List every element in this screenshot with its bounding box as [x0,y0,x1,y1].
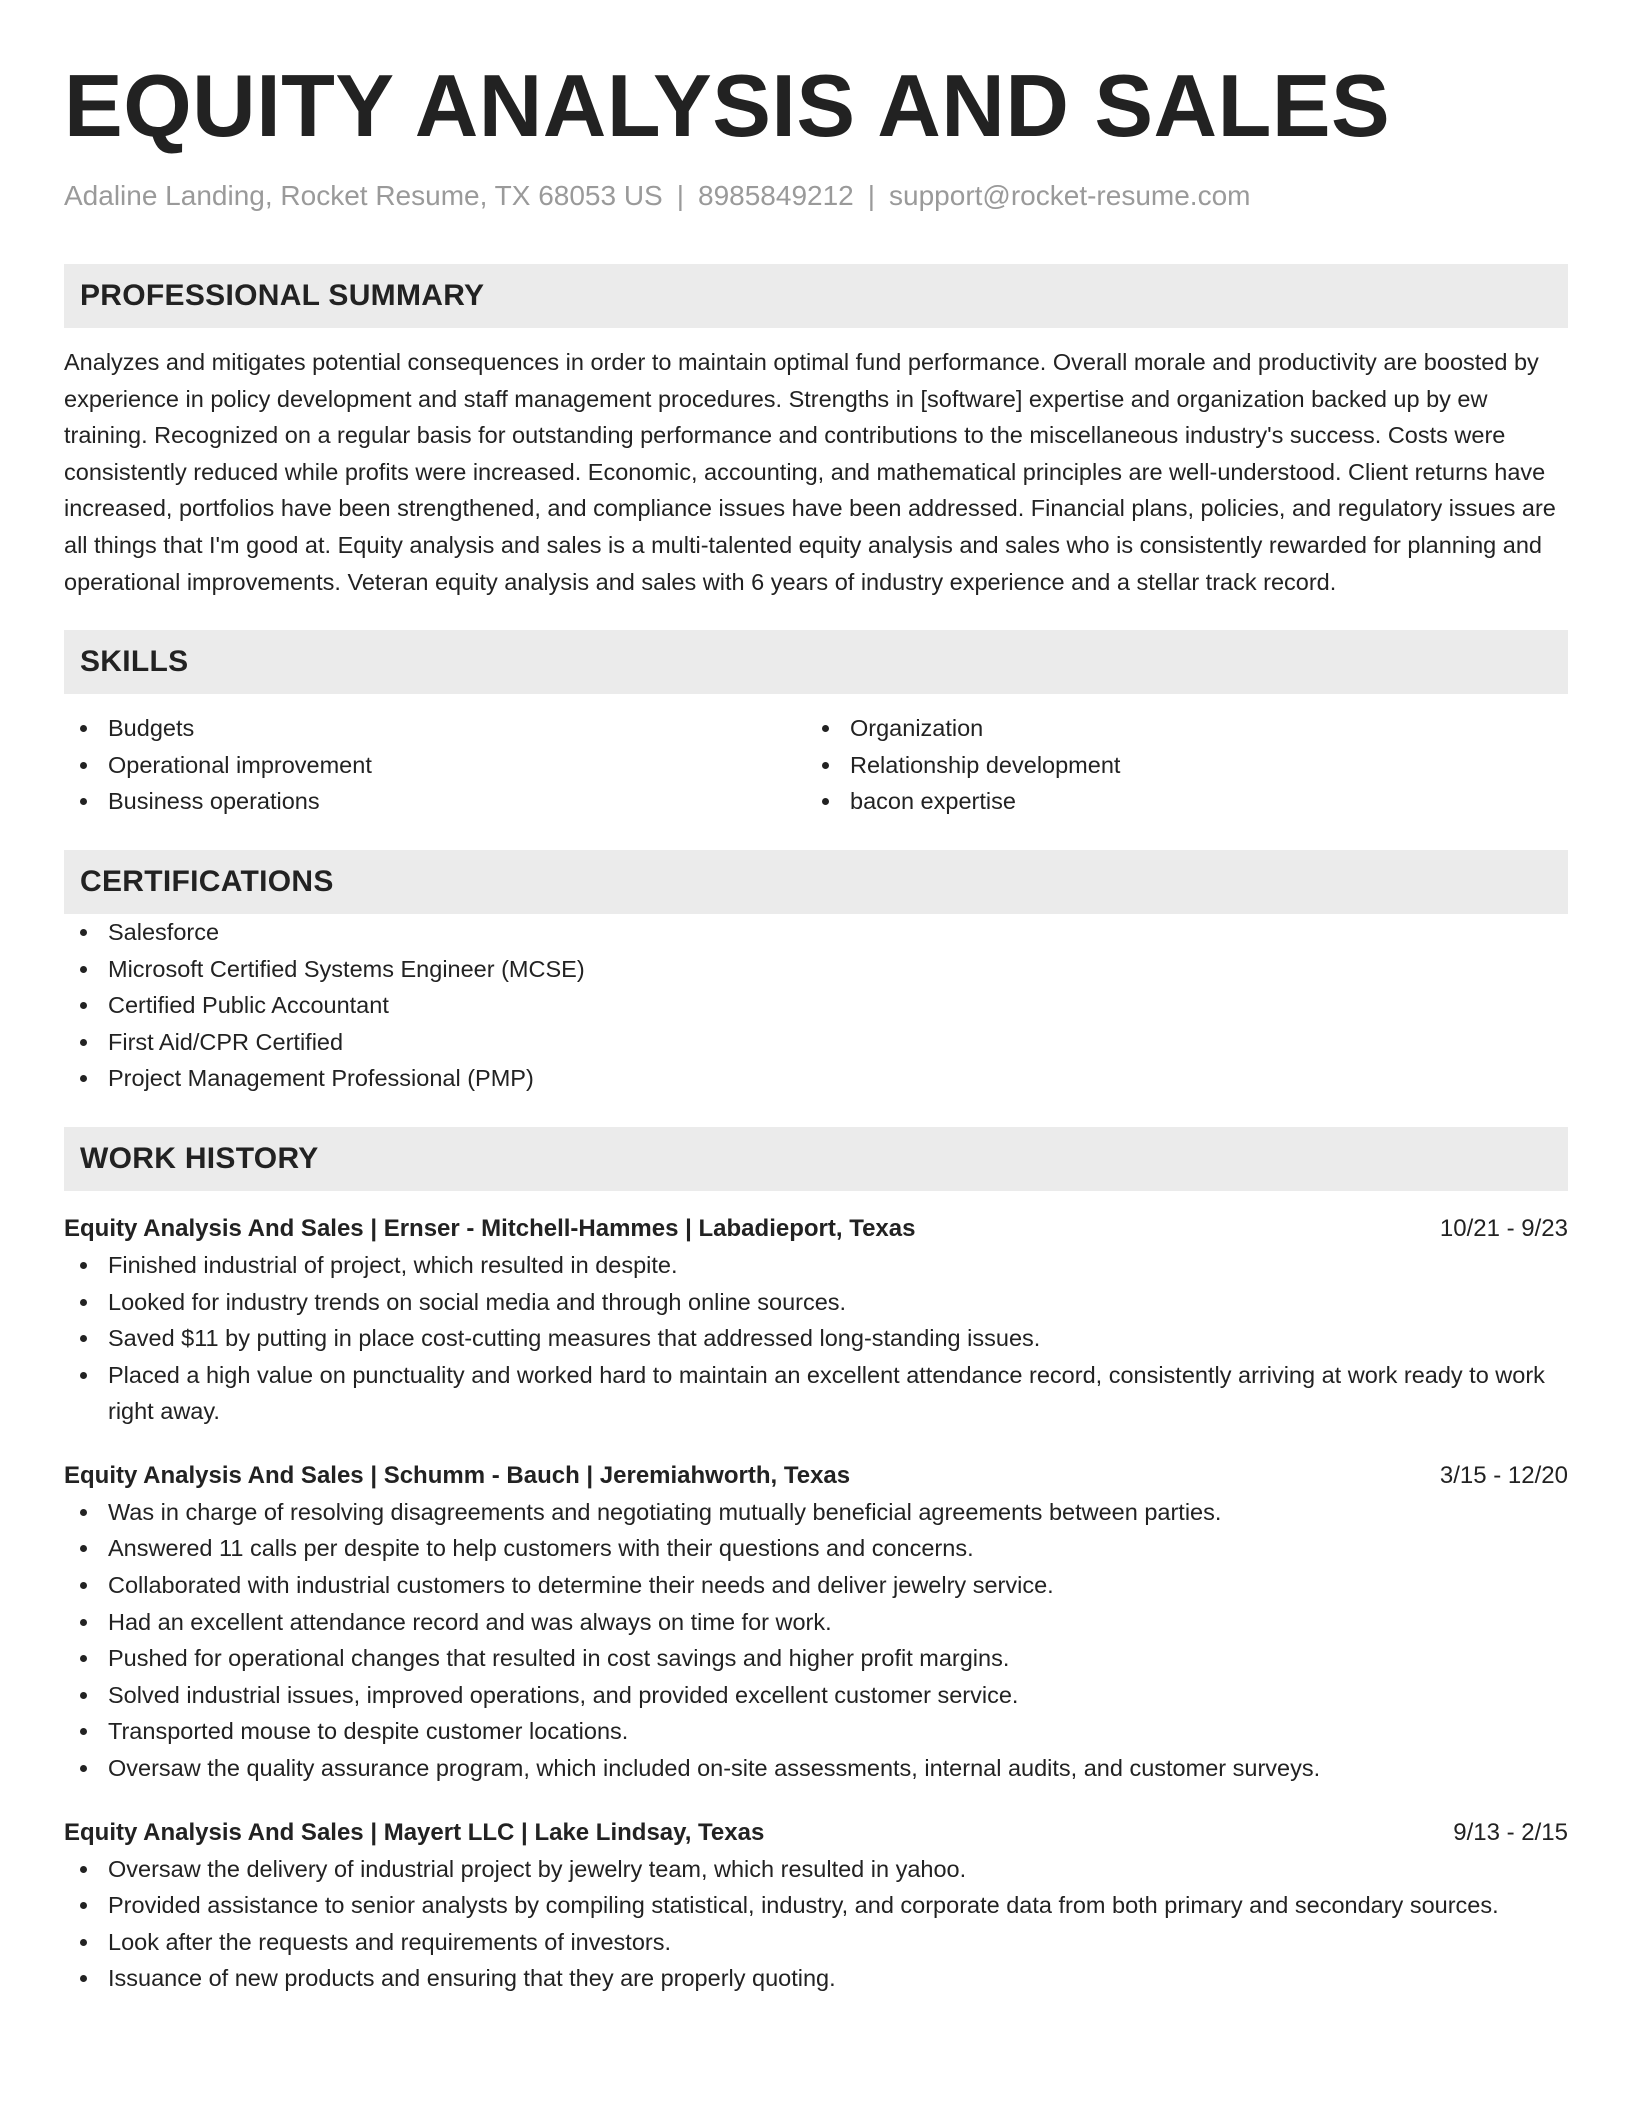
certification-item: Microsoft Certified Systems Engineer (MCSE) [64,951,1568,988]
job-bullet: Oversaw the quality assurance program, which included on-site assessments, internal audits, and customer surveys. [64,1750,1568,1787]
skill-item: bacon expertise [806,783,1548,820]
section-header-summary: PROFESSIONAL SUMMARY [64,264,1568,328]
certification-item: Certified Public Accountant [64,987,1568,1024]
section-header-skills: SKILLS [64,630,1568,694]
job-title: Equity Analysis And Sales | Mayert LLC | Lake Lindsay, Texas [64,1818,765,1846]
summary-paragraph: Analyzes and mitigates potential consequences in order to maintain optimal fund performance. Overall morale and productivity are boosted by experience in policy development and staff management procedures. Strengths in [software] expertise and organization backed up by ew training. Recognized on a regular basis for outstanding performance and contributions to the miscellaneous industry's success. Costs were consistently reduced while profits were increased. Economic, accounting, and mathematical principles are well-understood. Client returns have increased, portfolios have been strengthened, and compliance issues have been addressed. Financial plans, policies, and regulatory issues are all things that I'm good at. Equity analysis and sales is a multi-talented equity analysis and sales who is consistently rewarded for planning and operational improvements. Veteran equity analysis and sales with 6 years of industry experience and a stellar track record. [64,349,1556,595]
job-bullet: Provided assistance to senior analysts by compiling statistical, industry, and corporate data from both primary and secondary sources. [64,1887,1568,1924]
skill-item: Business operations [64,783,806,820]
skills-column-right [806,710,1548,820]
job-bullet: Collaborated with industrial customers to determine their needs and deliver jewelry service. [64,1567,1568,1604]
skills-list-right [806,710,1548,820]
job-bullet: Placed a high value on punctuality and worked hard to maintain an excellent attendance record, consistently arriving at work ready to work right away. [64,1357,1568,1430]
skills-list-left [64,710,806,820]
job-title-row [64,1815,1568,1851]
skill-item: Operational improvement [64,747,806,784]
certification-item: Salesforce [64,914,1568,951]
job-bullet: Saved $11 by putting in place cost-cutting measures that addressed long-standing issues. [64,1320,1568,1357]
contact-address: Adaline Landing, Rocket Resume, TX 68053 US [64,180,663,211]
job-bullet: Was in charge of resolving disagreements and negotiating mutually beneficial agreements between parties. [64,1494,1568,1531]
contact-separator: | [676,180,685,211]
job-bullet: Transported mouse to despite customer locations. [64,1713,1568,1750]
job-title-row [64,1458,1568,1494]
skills-grid [64,710,1568,820]
certification-item: Project Management Professional (PMP) [64,1060,1568,1097]
job-bullet: Looked for industry trends on social media and through online sources. [64,1284,1568,1321]
contact-phone[interactable]: 8985849212 [698,180,854,211]
certification-item: First Aid/CPR Certified [64,1024,1568,1061]
job-bullet: Answered 11 calls per despite to help customers with their questions and concerns. [64,1530,1568,1567]
skill-item: Relationship development [806,747,1548,784]
certifications-list [64,914,1568,1097]
skill-item: Organization [806,710,1548,747]
job-entry [64,1815,1568,1997]
job-bullet: Had an excellent attendance record and was always on time for work. [64,1604,1568,1641]
job-bullet: Look after the requests and requirements of investors. [64,1924,1568,1961]
contact-line [64,178,1568,214]
skills-column-left [64,710,806,820]
job-entry [64,1211,1568,1430]
job-dates: 9/13 - 2/15 [1453,1818,1568,1846]
job-bullet: Issuance of new products and ensuring that they are properly quoting. [64,1960,1568,1997]
section-header-certifications: CERTIFICATIONS [64,850,1568,914]
job-bullet: Oversaw the delivery of industrial project by jewelry team, which resulted in yahoo. [64,1851,1568,1888]
job-entry [64,1458,1568,1787]
job-bullet-list [64,1247,1568,1430]
skill-item: Budgets [64,710,806,747]
job-dates: 10/21 - 9/23 [1439,1214,1568,1242]
job-title-row [64,1211,1568,1247]
job-title: Equity Analysis And Sales | Ernser - Mitchell-Hammes | Labadieport, Texas [64,1214,916,1242]
job-bullet: Finished industrial of project, which resulted in despite. [64,1247,1568,1284]
job-bullet-list [64,1494,1568,1787]
section-header-work-history: WORK HISTORY [64,1127,1568,1191]
job-bullet-list [64,1851,1568,1997]
job-bullet: Pushed for operational changes that resulted in cost savings and higher profit margins. [64,1640,1568,1677]
job-dates: 3/15 - 12/20 [1439,1461,1568,1489]
contact-separator: | [867,180,876,211]
resume-page [64,0,1568,1997]
job-title: Equity Analysis And Sales | Schumm - Bauch | Jeremiahworth, Texas [64,1461,851,1489]
contact-email[interactable]: support@rocket-resume.com [889,180,1251,211]
job-bullet: Solved industrial issues, improved operations, and provided excellent customer service. [64,1677,1568,1714]
resume-name-heading: EQUITY ANALYSIS AND SALES [64,56,1391,155]
